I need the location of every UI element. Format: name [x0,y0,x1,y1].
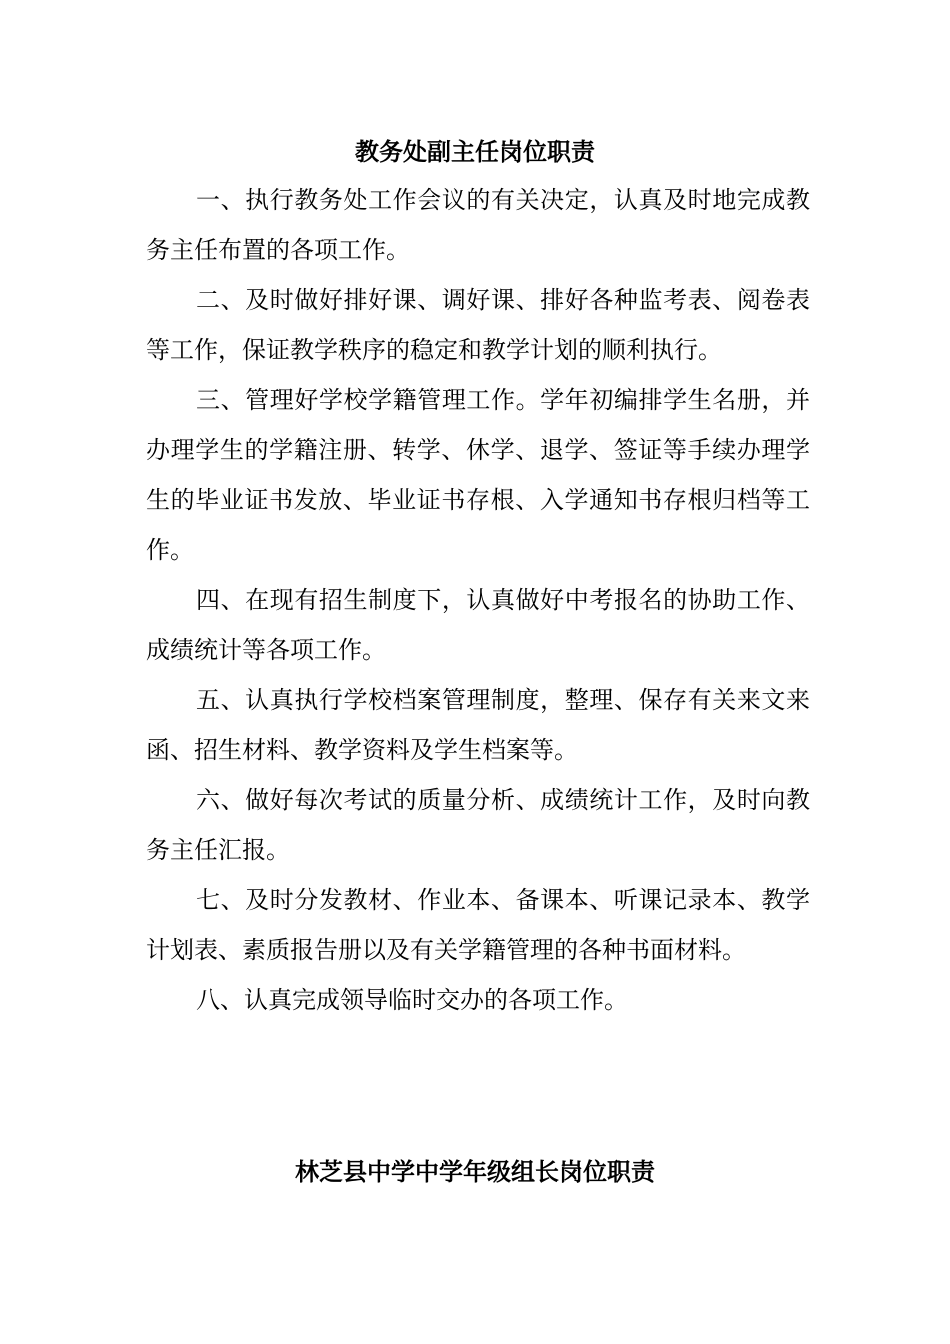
paragraph-6: 六、做好每次考试的质量分析、成绩统计工作，及时向教务主任汇报。 [146,786,810,864]
paragraph-1: 一、执行教务处工作会议的有关决定，认真及时地完成教务主任布置的各项工作。 [146,186,810,264]
paragraph-7: 七、及时分发教材、作业本、备课本、听课记录本、教学计划表、素质报告册以及有关学籍管理的各种书面材料。 [146,886,810,964]
document-body [146,175,810,1025]
second-section-title: 林芝县中学中学年级组长岗位职责 [295,1158,655,1186]
paragraph-5: 五、认真执行学校档案管理制度，整理、保存有关来文来函、招生材料、教学资料及学生档案等。 [146,686,810,764]
paragraph-4: 四、在现有招生制度下，认真做好中考报名的协助工作、成绩统计等各项工作。 [146,586,810,664]
paragraph-2: 二、及时做好排好课、调好课、排好各种监考表、阅卷表等工作，保证教学秩序的稳定和教学计划的顺利执行。 [146,286,810,364]
paragraph-3: 三、管理好学校学籍管理工作。学年初编排学生名册，并办理学生的学籍注册、转学、休学、退学、签证等手续办理学生的毕业证书发放、毕业证书存根、入学通知书存根归档等工作。 [146,386,810,564]
document-title: 教务处副主任岗位职责 [355,138,595,166]
paragraph-8: 八、认真完成领导临时交办的各项工作。 [196,986,628,1014]
